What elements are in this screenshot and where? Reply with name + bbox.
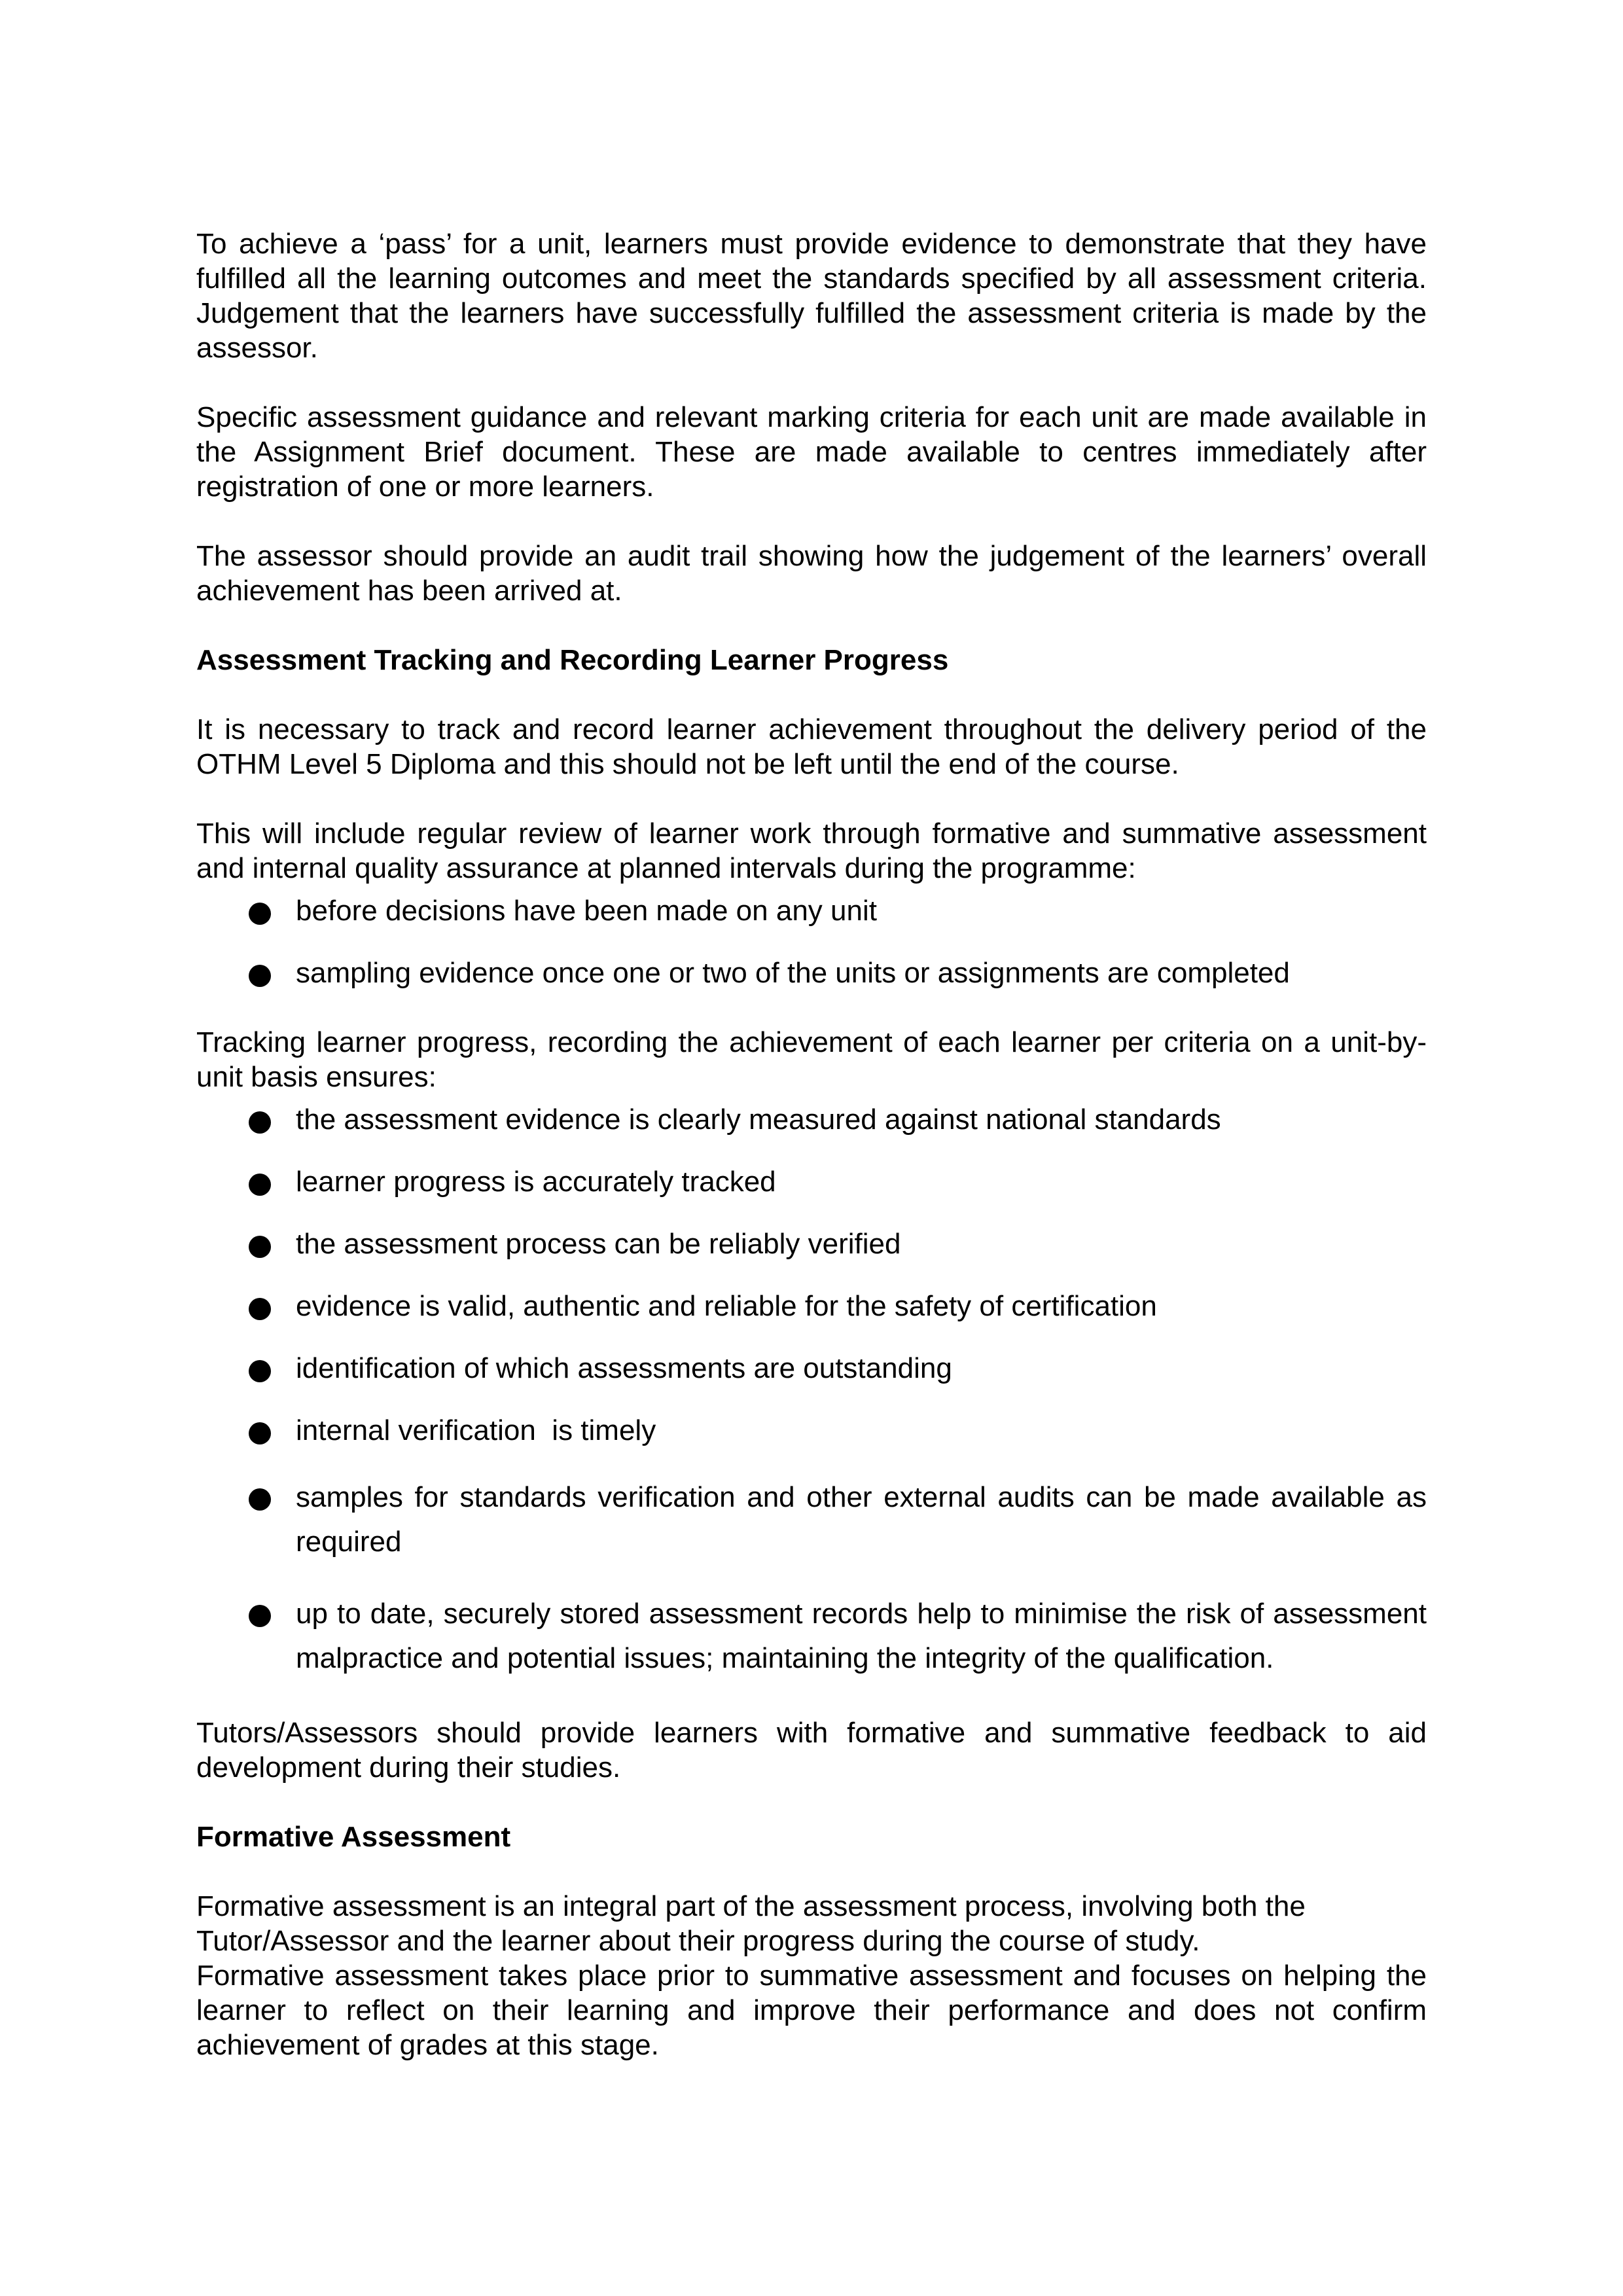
list-item-text: up to date, securely stored assessment records help to minimise the risk of assessment malpractice and potential issues; maintaining the integrity of the qualification.	[296, 1598, 1427, 1674]
list-item	[196, 1227, 1427, 1261]
tracking-paragraph-2: This will include regular review of learner work through formative and summative assessment and internal quality assurance at planned intervals during the programme:	[196, 817, 1427, 884]
bullet-dot-icon	[249, 1298, 271, 1320]
list-item-text: evidence is valid, authentic and reliable for the safety of certification	[296, 1290, 1157, 1322]
formative-paragraph-1: Formative assessment is an integral part of the assessment process, involving both the Tutor/Assessor and the learner about their progress during the course of study.	[196, 1890, 1306, 1957]
review-bullet-list	[196, 893, 1427, 990]
tracking-heading: Assessment Tracking and Recording Learner Progress	[196, 644, 949, 676]
formative-heading: Formative Assessment	[196, 1821, 511, 1853]
bullet-dot-icon	[249, 1236, 271, 1258]
assessment-guidance-paragraph: Specific assessment guidance and relevant marking criteria for each unit are made available in the Assignment Brief document. These are made available to centres immediately after registration of one or more learners.	[196, 401, 1427, 503]
bullet-dot-icon	[249, 903, 271, 925]
bullet-dot-icon	[249, 1174, 271, 1196]
bullet-dot-icon	[249, 965, 271, 987]
tracking-paragraph-3: Tracking learner progress, recording the achievement of each learner per criteria on a unit-by-unit basis ensures:	[196, 1026, 1427, 1093]
bullet-dot-icon	[249, 1605, 271, 1627]
list-item	[196, 1592, 1427, 1681]
pass-criteria-paragraph: To achieve a ‘pass’ for a unit, learners must provide evidence to demonstrate that they have fulfilled all the learning outcomes and meet the standards specified by all assessment criteria. Judgement that the learners have successfully fulfilled the assessment criteria is made by the assessor.	[196, 228, 1427, 364]
list-item-text: sampling evidence once one or two of the units or assignments are completed	[296, 957, 1290, 989]
bullet-dot-icon	[249, 1422, 271, 1444]
tracking-paragraph-1: It is necessary to track and record learner achievement throughout the delivery period of the OTHM Level 5 Diploma and this should not be left until the end of the course.	[196, 713, 1427, 780]
list-item-text: samples for standards verification and other external audits can be made available as required	[296, 1481, 1427, 1558]
list-item-text: before decisions have been made on any unit	[296, 895, 877, 927]
bullet-dot-icon	[249, 1360, 271, 1382]
list-item-text: identification of which assessments are outstanding	[296, 1352, 952, 1384]
bullet-dot-icon	[249, 1488, 271, 1511]
list-item	[196, 1102, 1427, 1137]
list-item	[196, 1351, 1427, 1386]
ensures-bullet-list	[196, 1102, 1427, 1681]
list-item	[196, 1289, 1427, 1323]
audit-trail-paragraph: The assessor should provide an audit trail showing how the judgement of the learners’ overall achievement has been arrived at.	[196, 540, 1427, 607]
formative-paragraph-2: Formative assessment takes place prior to summative assessment and focuses on helping the learner to reflect on their learning and improve their performance and does not confirm achievement of grades at this stage.	[196, 1960, 1427, 2061]
bullet-dot-icon	[249, 1111, 271, 1134]
document-page	[196, 226, 1427, 2097]
list-item	[196, 956, 1427, 990]
list-item-text: the assessment evidence is clearly measured against national standards	[296, 1103, 1221, 1136]
feedback-paragraph: Tutors/Assessors should provide learners with formative and summative feedback to aid development during their studies.	[196, 1717, 1427, 1784]
list-item-text: learner progress is accurately tracked	[296, 1166, 776, 1198]
list-item-text: internal verification is timely	[296, 1414, 656, 1446]
list-item	[196, 893, 1427, 928]
list-item-text: the assessment process can be reliably verified	[296, 1228, 901, 1260]
list-item	[196, 1413, 1427, 1448]
list-item	[196, 1475, 1427, 1564]
list-item	[196, 1164, 1427, 1199]
